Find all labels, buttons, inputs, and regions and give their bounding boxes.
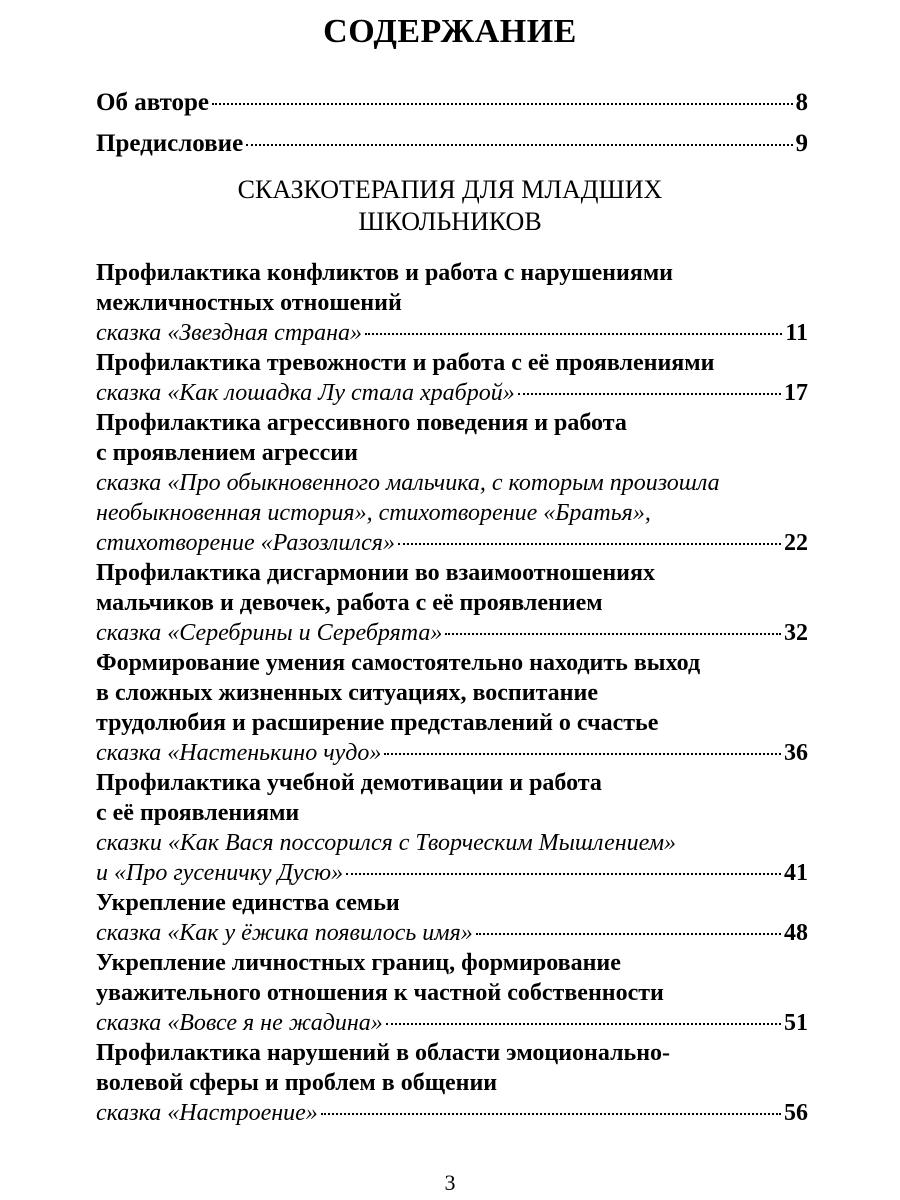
tale-entry[interactable] [96,918,808,948]
topic-title-line: уважительного отношения к частной собственности [96,980,664,1006]
tale-entry[interactable] [96,378,808,408]
toc-entry-label: Об авторе [96,89,210,116]
topic-title-line: Профилактика конфликтов и работа с нарушениями [96,260,673,286]
toc-page-number: 17 [784,380,808,406]
dot-leader [386,1023,781,1025]
tale-title: сказка «Как лошадка Лу стала храброй» [96,380,515,406]
tale-entry[interactable] [96,858,808,888]
tale-entry[interactable] [96,528,808,558]
section-heading [0,174,900,238]
dot-leader [384,753,781,755]
tale-line: необыкновенная история», стихотворение «Братья», [96,500,651,526]
toc-page-number: 32 [784,620,808,646]
topic-title-line: Профилактика дисгармонии во взаимоотношениях [96,560,655,586]
toc-entry-label: Предисловие [96,130,244,157]
topic-title-line: трудолюбия и расширение представлений о счастье [96,710,659,736]
tale-entry[interactable] [96,1008,808,1038]
tale-title: сказка «Как у ёжика появилось имя» [96,920,473,946]
tale-title: и «Про гусеничку Дусю» [96,860,344,886]
topic-title-line: межличностных отношений [96,290,402,316]
topic-title-line: Профилактика учебной демотивации и работа [96,770,602,796]
tale-line: сказки «Как Вася поссорился с Творческим Мышлением» [96,830,677,856]
topic-title-line: волевой сферы и проблем в общении [96,1070,498,1096]
topic-title-line: Формирование умения самостоятельно находить выход [96,650,701,676]
tale-title: сказка «Звездная страна» [96,320,363,346]
dot-leader [445,633,781,635]
tale-title: сказка «Настроение» [96,1100,318,1126]
dot-leader [476,933,781,935]
topic-title-line: Укрепление единства семьи [96,890,400,916]
toc-page-number: 48 [784,920,808,946]
tale-entry[interactable] [96,738,808,768]
topic-title-line: с её проявлениями [96,800,300,826]
tale-title: сказка «Настенькино чудо» [96,740,382,766]
topic-title-line: Укрепление личностных границ, формирование [96,950,621,976]
toc-page-number: 36 [784,740,808,766]
tale-title: сказка «Серебрины и Серебрята» [96,620,443,646]
page-title: СОДЕРЖАНИЕ [323,13,577,50]
topic-title-line: мальчиков и девочек, работа с её проявлением [96,590,603,616]
dot-leader [398,543,781,545]
tale-line: сказка «Про обыкновенного мальчика, с которым произошла [96,470,720,496]
toc-entry-about-author[interactable] [96,88,808,118]
dot-leader [212,102,792,105]
dot-leader [518,393,781,395]
toc-page-number: 41 [784,860,808,886]
topic-title-line: Профилактика агрессивного поведения и работа [96,410,627,436]
page-number: 3 [444,1170,456,1195]
dot-leader [346,873,781,875]
topic-title-line: в сложных жизненных ситуациях, воспитание [96,680,598,706]
tale-title: стихотворение «Разозлился» [96,530,395,556]
tale-entry[interactable] [96,1098,808,1128]
toc-page-number: 8 [795,89,808,116]
toc-page-number: 51 [784,1010,808,1036]
toc-page-number: 22 [784,530,808,556]
topic-title-line: Профилактика тревожности и работа с её проявлениями [96,350,715,376]
toc-page-number: 9 [795,130,808,157]
tale-entry[interactable] [96,318,808,348]
tale-title: сказка «Вовсе я не жадина» [96,1010,383,1036]
dot-leader [246,143,792,146]
toc-page-number: 11 [785,320,808,346]
topic-title-line: Профилактика нарушений в области эмоционально- [96,1040,671,1066]
toc-page-number: 56 [784,1100,808,1126]
tale-entry[interactable] [96,618,808,648]
topic-title-line: с проявлением агрессии [96,440,358,466]
toc-entry-preface[interactable] [96,129,808,159]
dot-leader [365,333,782,335]
section-heading-line: ШКОЛЬНИКОВ [358,207,542,236]
section-heading-line: СКАЗКОТЕРАПИЯ ДЛЯ МЛАДШИХ [237,175,663,204]
dot-leader [321,1113,781,1115]
